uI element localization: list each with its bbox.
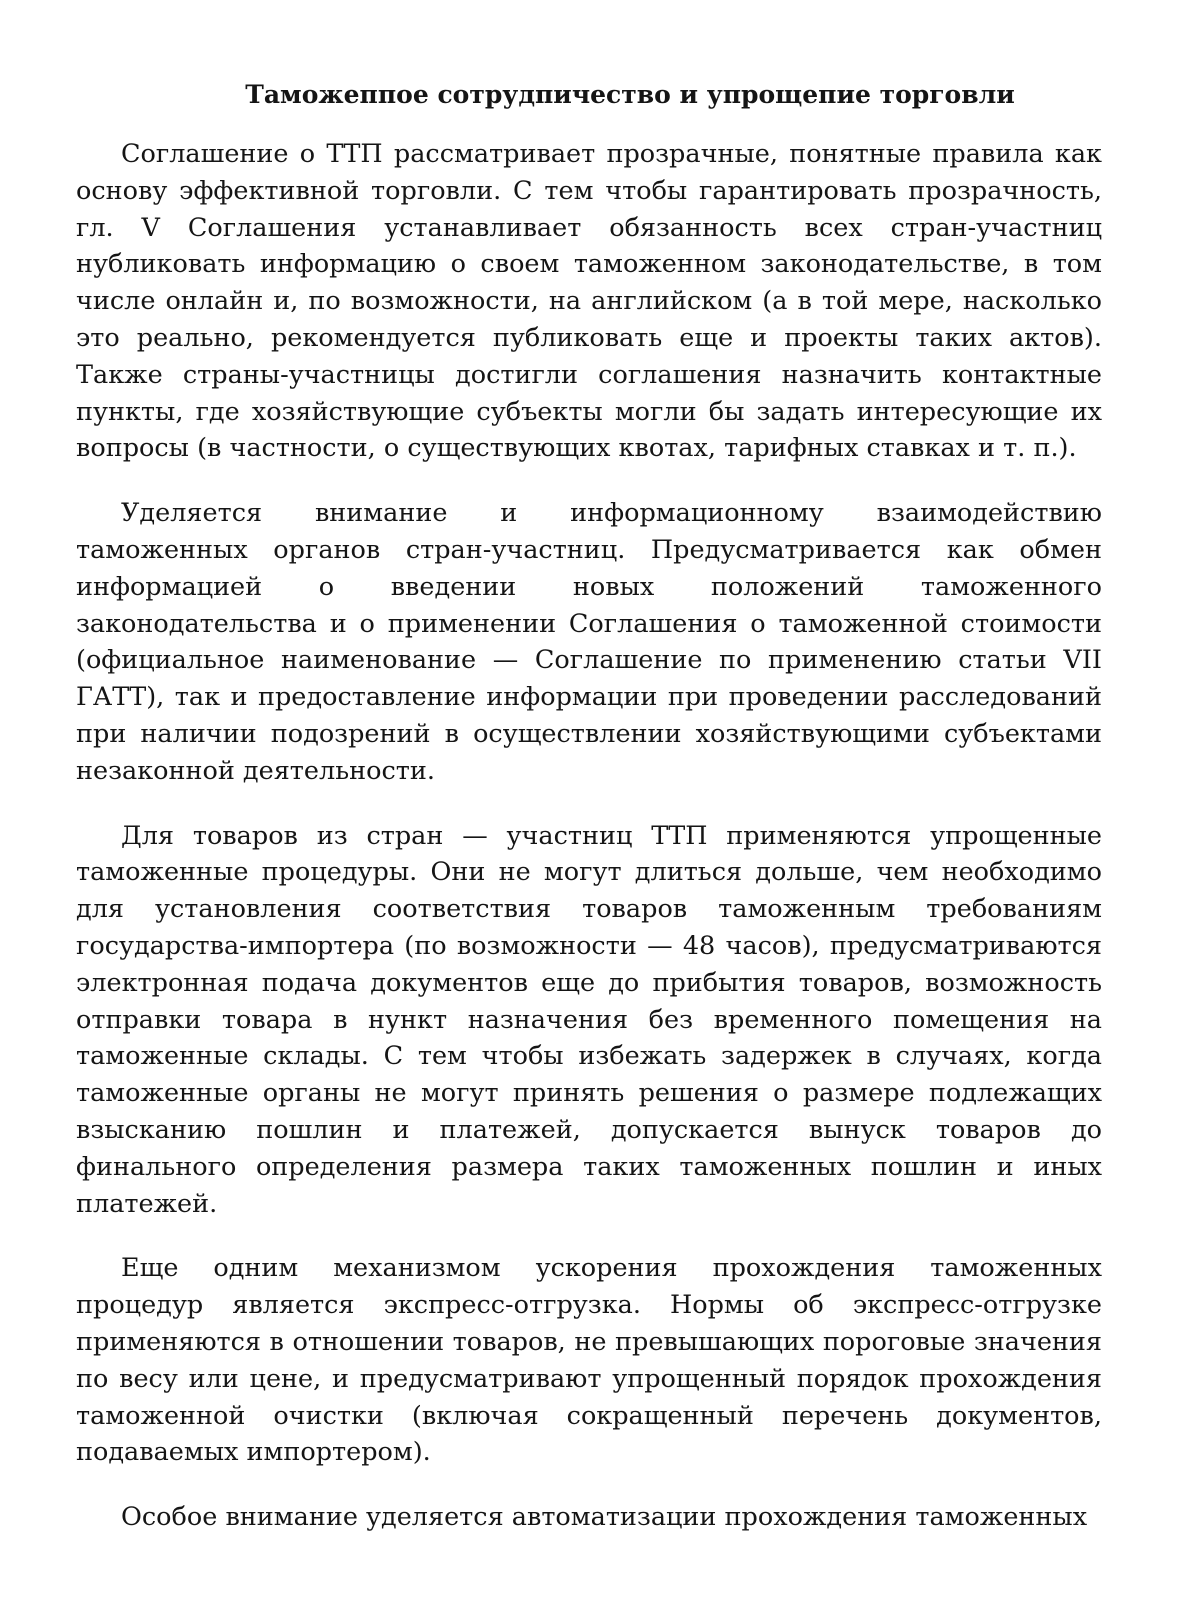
document-title: Таможеппое сотрудпичество и упрощепие торговли	[245, 80, 1015, 109]
paragraph-simplified-procedures: Для товаров из стран — участниц ТТП применяются упрощенные таможенные процедуры. Они не могут длиться дольше, чем необходимо для установления соответствия товаров таможенным требованиям государства-импортера (по возможности — 48 часов), предусматриваются электронная подача документов еще до прибытия товаров, возможность отправки товара в нункт назначения без временного помещения на таможенные склады. С тем чтобы избежать задержек в случаях, когда таможенные органы не могут принять решения о размере подлежащих взысканию пошлин и платежей, допускается вынуск товаров до финального определения размера таких таможенных пошлин и иных платежей.	[76, 820, 1102, 1219]
document-page	[76, 78, 1102, 1536]
paragraph-transparency: Соглашение о ТТП рассматривает прозрачные, понятные правила как основу эффективной торговли. С тем чтобы гарантировать прозрачность, гл. V Соглашения устанавливает обязанность всех стран-участниц нубликовать информацию о своем таможенном законодательстве, в том числе онлайн и, по возможности, на английском (а в той мере, насколько это реально, рекомендуется публиковать еще и проекты таких актов). Также страны-участницы достигли соглашения назначить контактные пункты, где хозяйствующие субъекты могли бы задать интересующие их вопросы (в частности, о существующих квотах, тарифных ставках и т. п.).	[76, 139, 1102, 464]
paragraph-automation: Особое внимание уделяется автоматизации прохождения таможенных	[121, 1502, 1088, 1533]
paragraph-express-shipments: Еще одним механизмом ускорения прохождения таможенных процедур является экспресс-отгрузка. Нормы об экспресс-отгрузке применяются в отношении товаров, не превышающих пороговые значения по весу или цене, и предусматривают упрощенный порядок прохождения таможенной очистки (включая сокращенный перечень документов, подаваемых импортером).	[76, 1253, 1102, 1468]
paragraph-customs-cooperation: Уделяется внимание и информационному взаимодействию таможенных органов стран-участниц. Предусматривается как обмен информацией о введении новых положений таможенного законодательства и о применении Соглашения о таможенной стоимости (официальное наименование — Соглашение по применению статьи VII ГАТТ), так и предоставление информации при проведении расследований при наличии подозрений в осуществлении хозяйствующими субъектами незаконной деятельности.	[76, 498, 1102, 786]
